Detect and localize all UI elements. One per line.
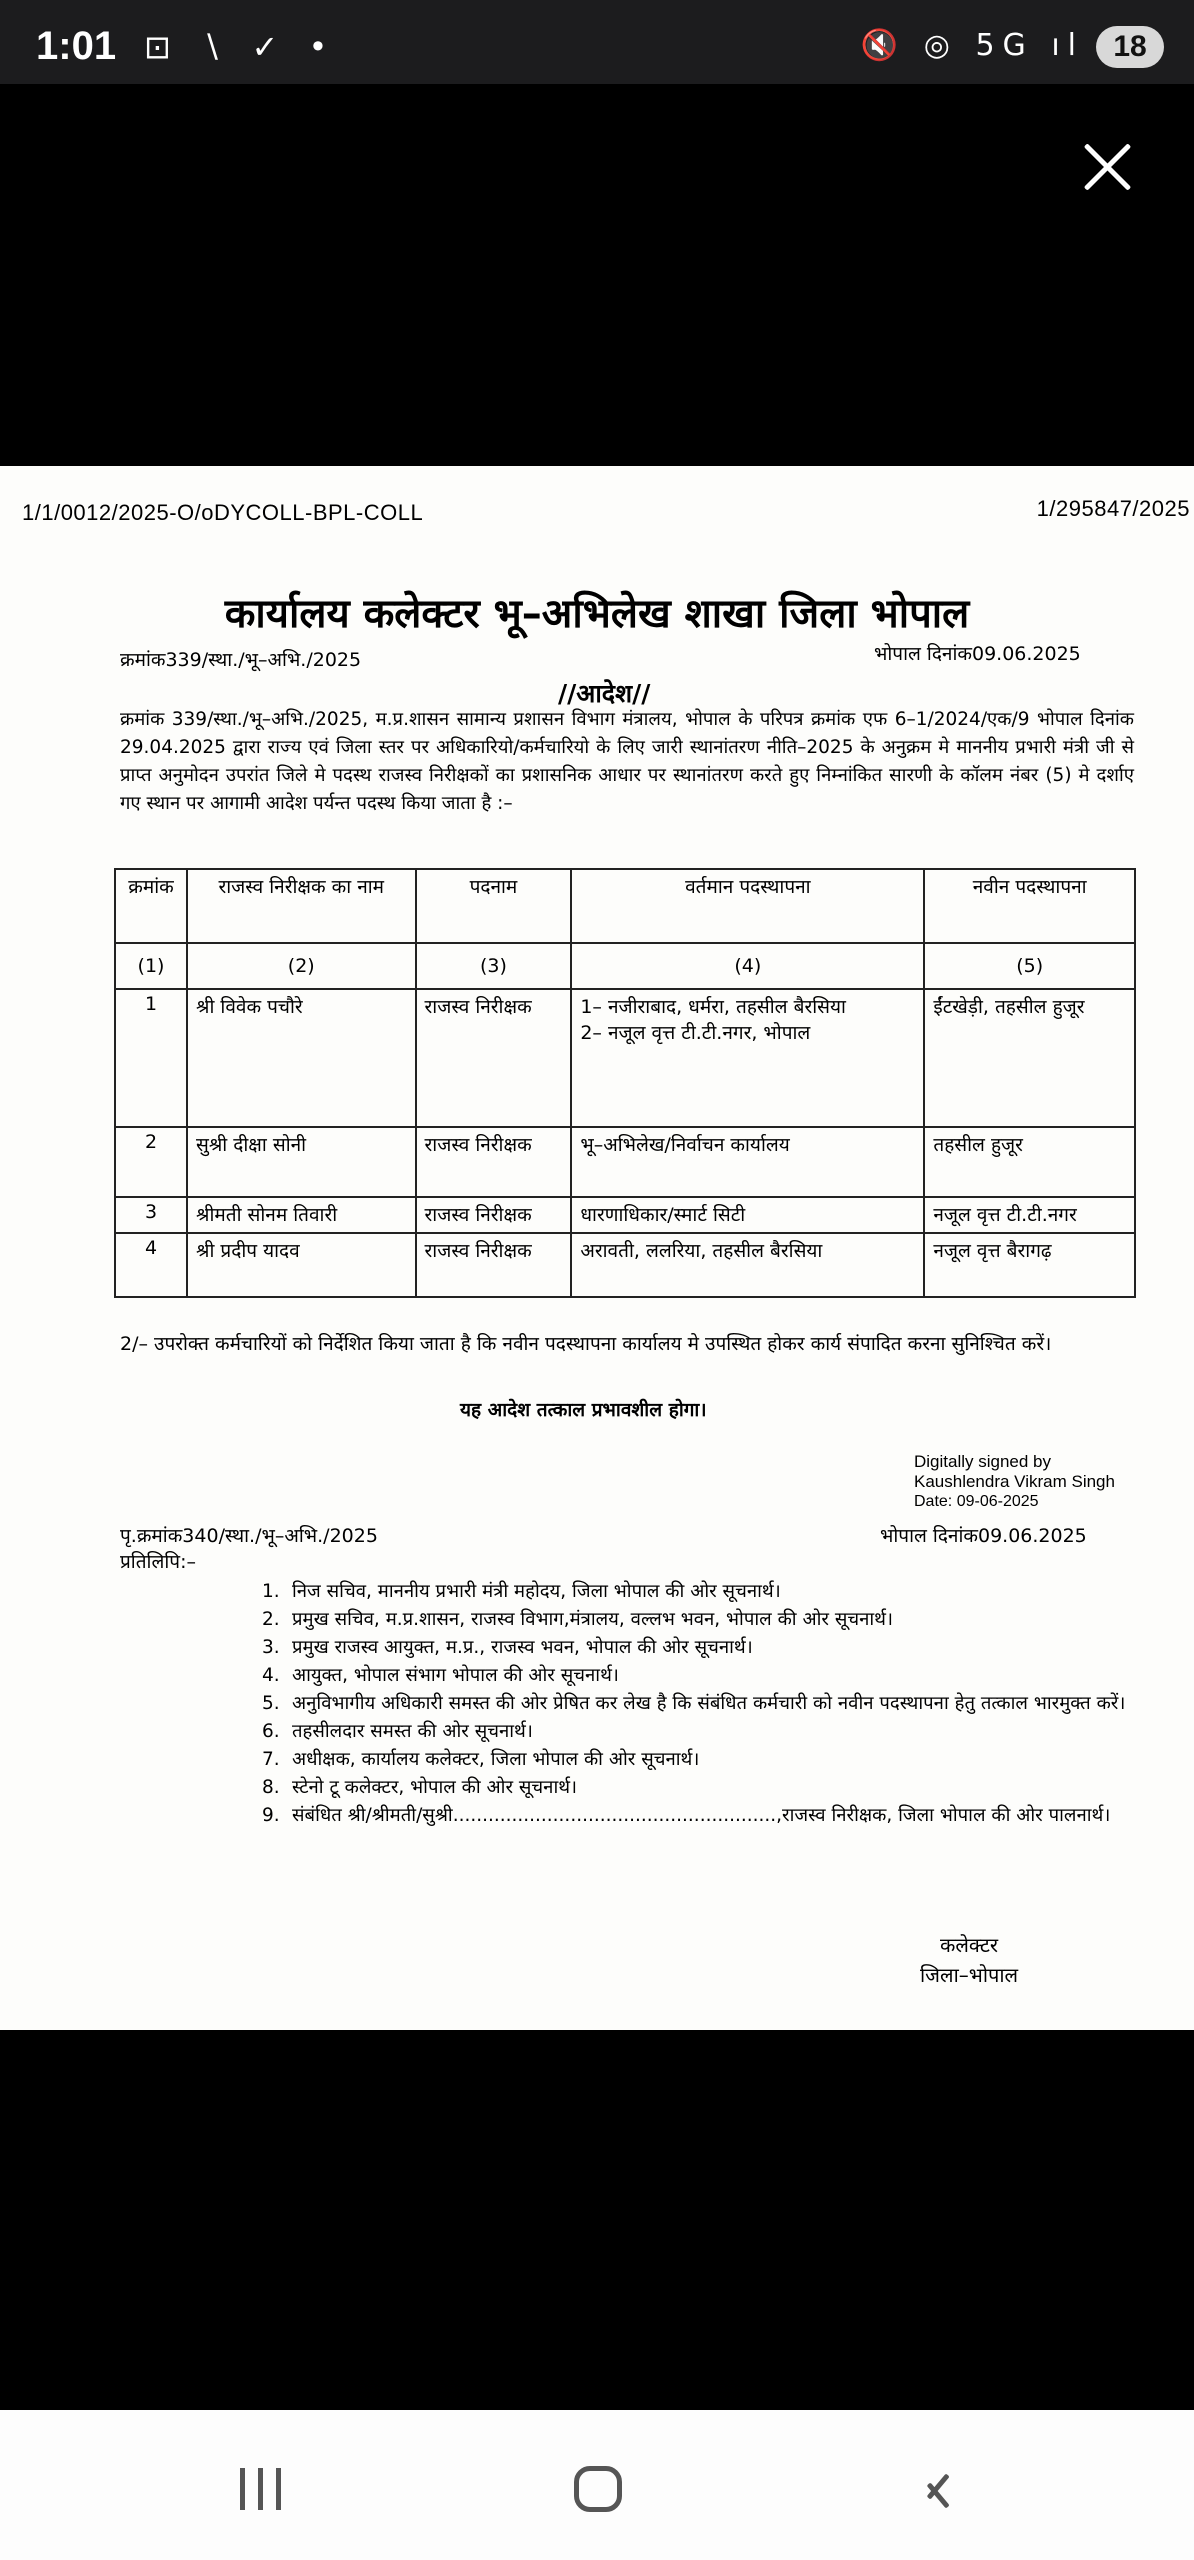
list-item: 6. तहसीलदार समस्त की ओर सूचनार्थ। <box>262 1721 533 1742</box>
header-designation: पदनाम <box>416 869 572 943</box>
order-heading: //आदेश// <box>558 679 651 708</box>
cell-current-posting: भू–अभिलेख/निर्वाचन कार्यालय <box>571 1127 924 1197</box>
cell-designation: राजस्व निरीक्षक <box>416 989 572 1127</box>
column-number: (5) <box>924 943 1135 989</box>
notification-icons: ⊡ ∖ ✓ • <box>144 28 338 66</box>
order-date: भोपाल दिनांक09.06.2025 <box>874 643 1081 665</box>
list-item: 7. अधीक्षक, कार्यालय कलेक्टर, जिला भोपाल की ओर सूचनार्थ। <box>262 1749 700 1770</box>
column-number: (2) <box>187 943 416 989</box>
digital-signature <box>914 1452 1115 1512</box>
header-serial: क्रमांक <box>115 869 187 943</box>
collector-signature <box>920 1930 1018 1990</box>
cell-new-posting: तहसील हुजूर <box>924 1127 1135 1197</box>
cell-name: श्री प्रदीप यादव <box>187 1233 416 1297</box>
list-item: 2. प्रमुख सचिव, म.प्र.शासन, राजस्व विभाग,मंत्रालय, वल्लभ भवन, भोपाल की ओर सूचनार्थ। <box>262 1609 893 1630</box>
cell-serial: 2 <box>115 1127 187 1197</box>
table-row <box>115 1197 1135 1233</box>
office-title: कार्यालय कलेक्टर भू–अभिलेख शाखा जिला भोपाल <box>224 591 970 637</box>
list-item: 1. निज सचिव, माननीय प्रभारी मंत्री महोदय, जिला भोपाल की ओर सूचनार्थ। <box>262 1581 781 1602</box>
transfer-table <box>114 868 1136 1298</box>
instruction-paragraph: 2/– उपरोक्त कर्मचारियों को निर्देशित किया जाता है कि नवीन पदस्थापना कार्यालय मे उपस्थित होकर कार्य संपादित करना सुनिश्चित करें। <box>120 1333 1052 1355</box>
signature-name: Kaushlendra Vikram Singh <box>914 1472 1115 1491</box>
cell-designation: राजस्व निरीक्षक <box>416 1127 572 1197</box>
back-icon[interactable] <box>918 2466 958 2514</box>
list-item: 5. अनुविभागीय अधिकारी समस्त की ओर प्रेषित कर लेख है कि संबंधित कर्मचारी को नवीन पदस्थापना हेतु तत्काल भारमुक्त करें। <box>262 1693 1126 1714</box>
endorsement-number: पृ.क्रमांक340/स्था./भू–अभि./2025 <box>120 1525 378 1547</box>
copy-list <box>262 1578 1134 1830</box>
signature-date: Date: 09-06-2025 <box>914 1493 1039 1510</box>
header-new-posting: नवीन पदस्थापना <box>924 869 1135 943</box>
signal-icons: 🔇 ◎ 5G ıl <box>860 28 1084 63</box>
table-row <box>115 989 1135 1127</box>
cell-designation: राजस्व निरीक्षक <box>416 1233 572 1297</box>
cell-designation: राजस्व निरीक्षक <box>416 1197 572 1233</box>
status-time: 1:01 <box>36 24 117 68</box>
list-item: 8. स्टेनो टू कलेक्टर, भोपाल की ओर सूचनार्थ। <box>262 1777 578 1798</box>
battery-icon: 18 <box>1096 26 1164 68</box>
intro-paragraph: क्रमांक 339/स्था./भू–अभि./2025, म.प्र.शासन सामान्य प्रशासन विभाग मंत्रालय, भोपाल के परिपत्र क्रमांक एफ 6–1/2024/एक/9 भोपाल दिनांक 29.04.2025 द्वारा राज्य एवं जिला स्तर पर अधिकारियो/कर्मचारियो के लिए जारी स्थानांतरण नीति–2025 के अनुक्रम मे माननीय प्रभारी मंत्री जी से प्राप्त अनुमोदन उपरांत जिले मे पदस्थ राजस्व निरीक्षकों का प्रशासनिक आधार पर स्थानांतरण करते हुए निम्नांकित सारणी के कॉलम नंबर (5) मे दर्शाए गए स्थान पर आगामी आदेश पर्यन्त पदस्थ किया जाता है :– <box>120 709 1134 814</box>
cell-name: सुश्री दीक्षा सोनी <box>187 1127 416 1197</box>
column-number: (1) <box>115 943 187 989</box>
effect-statement: यह आदेश तत्काल प्रभावशील होगा। <box>460 1399 707 1421</box>
header-current-posting: वर्तमान पदस्थापना <box>571 869 924 943</box>
copy-label: प्रतिलिपि:– <box>120 1551 196 1573</box>
status-bar <box>0 0 1194 84</box>
list-item: 3. प्रमुख राजस्व आयुक्त, म.प्र., राजस्व भवन, भोपाल की ओर सूचनार्थ। <box>262 1637 753 1658</box>
column-number: (3) <box>416 943 572 989</box>
document-reference: 1/1/0012/2025-O/oDYCOLL-BPL-COLL <box>22 500 424 525</box>
cell-name: श्रीमती सोनम तिवारी <box>187 1197 416 1233</box>
collector-title: कलेक्टर <box>940 1933 999 1957</box>
cell-name: श्री विवेक पचौरे <box>187 989 416 1127</box>
document-id: 1/295847/2025 <box>1036 496 1190 521</box>
cell-serial: 3 <box>115 1197 187 1233</box>
cell-serial: 1 <box>115 989 187 1127</box>
cell-serial: 4 <box>115 1233 187 1297</box>
collector-district: जिला–भोपाल <box>920 1963 1019 1987</box>
table-header-row <box>115 869 1135 943</box>
home-icon[interactable] <box>574 2466 622 2512</box>
column-number: (4) <box>571 943 924 989</box>
list-item: 4. आयुक्त, भोपाल संभाग भोपाल की ओर सूचनार्थ। <box>262 1665 619 1686</box>
document-page <box>0 466 1194 2030</box>
navigation-bar <box>0 2410 1194 2560</box>
close-icon[interactable] <box>1080 140 1134 194</box>
endorsement-date: भोपाल दिनांक09.06.2025 <box>880 1525 1087 1547</box>
recent-apps-icon[interactable] <box>240 2468 286 2510</box>
order-number: क्रमांक339/स्था./भू–अभि./2025 <box>120 649 362 671</box>
cell-current-posting: अरावती, ललरिया, तहसील बैरसिया <box>571 1233 924 1297</box>
list-item: 9. संबंधित श्री/श्रीमती/सुश्री.......................................................,राजस्व निरीक्षक, जिला भोपाल की ओर पालनार्थ। <box>262 1805 1111 1826</box>
cell-current-posting: 1– नजीराबाद, धर्मरा, तहसील बैरसिया 2– नजूल वृत्त टी.टी.नगर, भोपाल <box>571 989 924 1127</box>
cell-new-posting: नजूल वृत्त टी.टी.नगर <box>924 1197 1135 1233</box>
cell-current-posting: धारणाधिकार/स्मार्ट सिटी <box>571 1197 924 1233</box>
header-name: राजस्व निरीक्षक का नाम <box>187 869 416 943</box>
table-row <box>115 1233 1135 1297</box>
column-number-row <box>115 943 1135 989</box>
signature-line: Digitally signed by <box>914 1452 1052 1471</box>
cell-new-posting: नजूल वृत्त बैरागढ़ <box>924 1233 1135 1297</box>
cell-new-posting: ईंटखेड़ी, तहसील हुजूर <box>924 989 1135 1127</box>
table-row <box>115 1127 1135 1197</box>
